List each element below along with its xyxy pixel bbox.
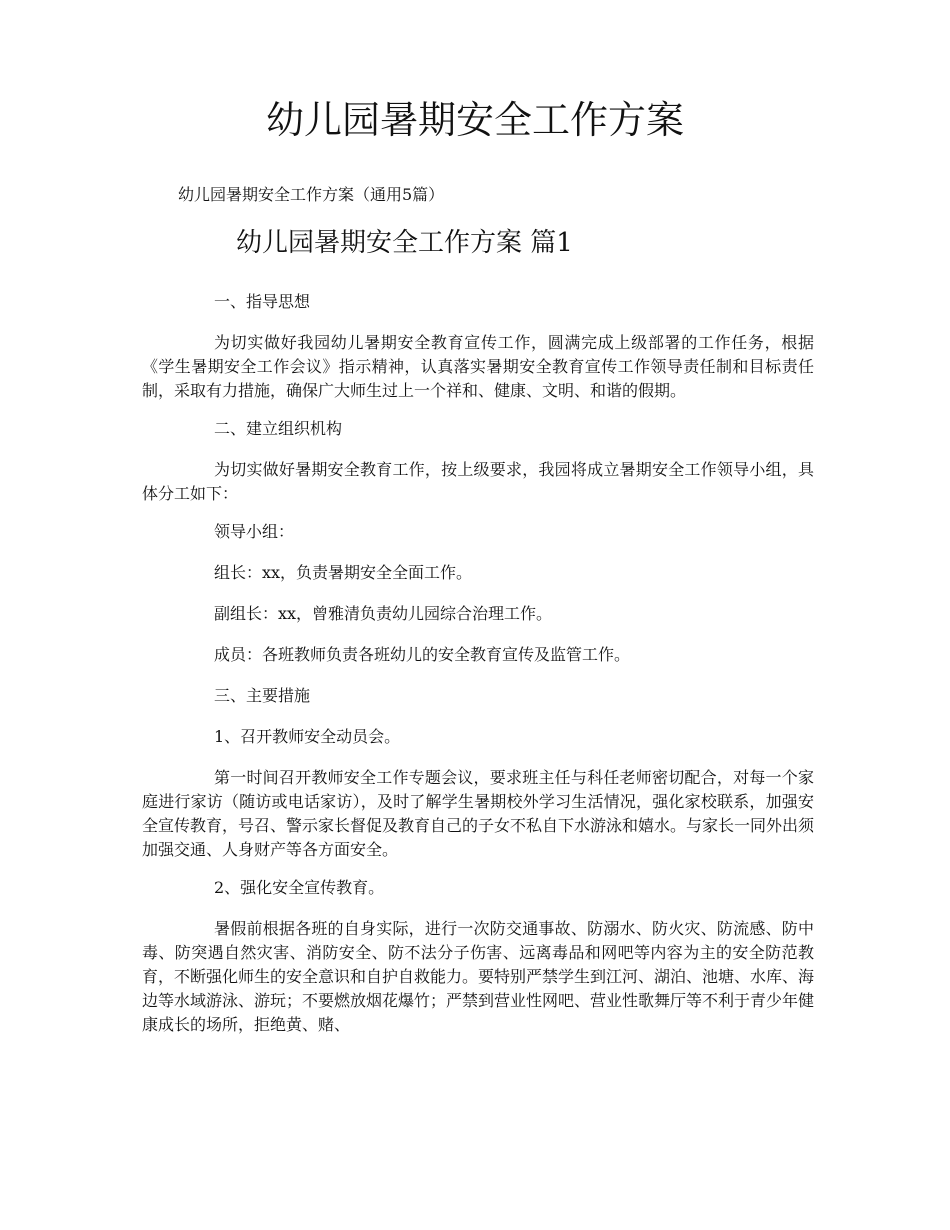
group-members: 成员：各班教师负责各班幼儿的安全教育宣传及监管工作。: [214, 645, 631, 664]
section-title: 幼儿园暑期安全工作方案 篇1: [236, 228, 573, 258]
leadership-group-label: 领导小组：: [214, 522, 295, 541]
document-title: 幼儿园暑期安全工作方案: [265, 98, 684, 142]
measure-2-title: 2、强化安全宣传教育。: [214, 878, 385, 897]
measure-1-title: 1、召开教师安全动员会。: [214, 727, 401, 746]
document-subtitle: 幼儿园暑期安全工作方案（通用5篇）: [178, 185, 445, 204]
heading-guiding-ideology: 一、指导思想: [214, 292, 311, 311]
paragraph-organization: 为切实做好暑期安全教育工作，按上级要求，我园将成立暑期安全工作领导小组，具体分工如下：: [142, 460, 814, 503]
deputy-group-leader: 副组长：xx，曾雅清负责幼儿园综合治理工作。: [214, 604, 553, 623]
heading-main-measures: 三、主要措施: [214, 686, 311, 705]
measure-1-paragraph: 第一时间召开教师安全工作专题会议，要求班主任与科任老师密切配合，对每一个家庭进行家访（随访或电话家访），及时了解学生暑期校外学习生活情况，强化家校联系，加强安全宣传教育，号召、警示家长督促及教育自己的子女不私自下水游泳和嬉水。与家长一同外出须加强交通、人身财产等各方面安全。: [142, 768, 815, 859]
heading-organization: 二、建立组织机构: [214, 419, 343, 438]
group-leader: 组长：xx，负责暑期安全全面工作。: [214, 563, 473, 582]
measure-2-paragraph: 暑假前根据各班的自身实际，进行一次防交通事故、防溺水、防火灾、防流感、防中毒、防突遇自然灾害、消防安全、防不法分子伤害、远离毒品和网吧等内容为主的安全防范教育，不断强化师生的安全意识和自护自救能力。要特别严禁学生到江河、湖泊、池塘、水库、海边等水域游泳、游玩；不要燃放烟花爆竹；严禁到营业性网吧、营业性歌舞厅等不利于青少年健康成长的场所，拒绝黄、赌、: [142, 919, 815, 1034]
paragraph-guiding-ideology: 为切实做好我园幼儿暑期安全教育宣传工作，圆满完成上级部署的工作任务，根据《学生暑期安全工作会议》指示精神，认真落实暑期安全教育宣传工作领导责任制和目标责任制，采取有力措施，确保广大师生过上一个祥和、健康、文明、和谐的假期。: [142, 333, 814, 400]
document-body: [142, 290, 814, 1051]
